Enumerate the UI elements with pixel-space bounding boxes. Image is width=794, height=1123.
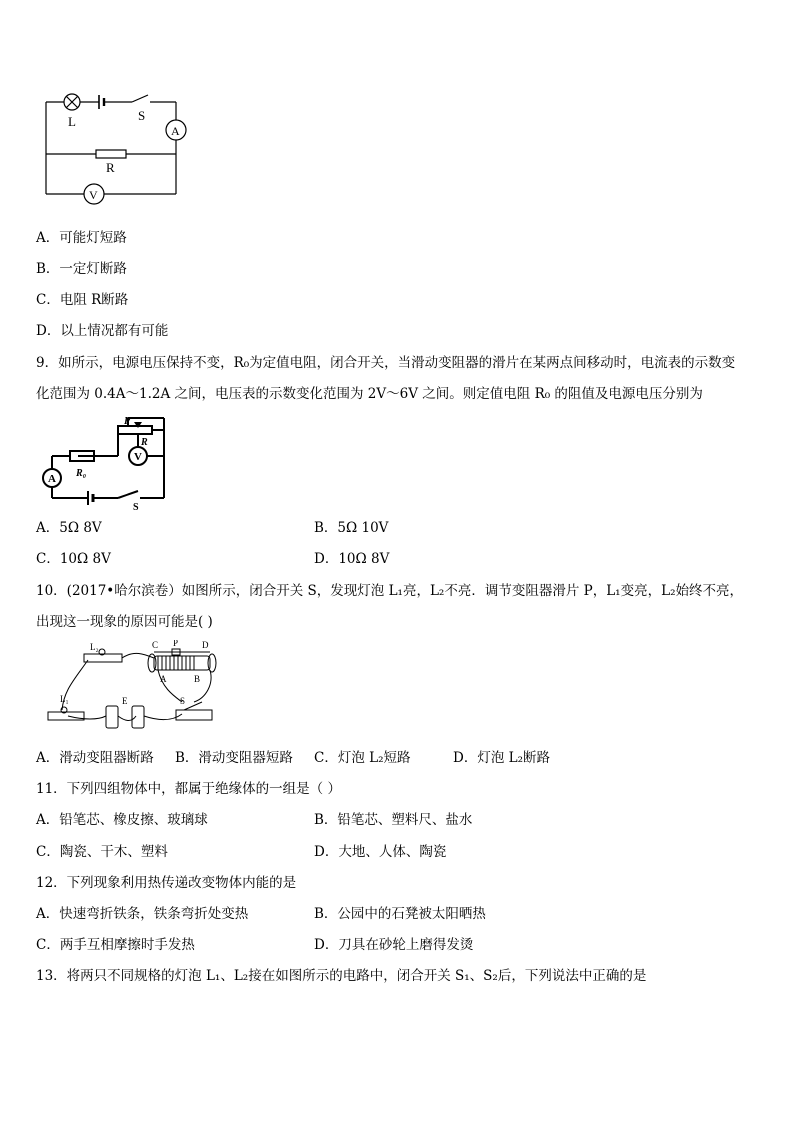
q10-option-c: C．灯泡 L₂短路: [314, 750, 411, 766]
terminal-b-label: B: [194, 674, 201, 684]
q9-option-d: D．10Ω 8V: [314, 551, 390, 567]
q10-option-b: B．滑动变阻器短路: [175, 750, 293, 766]
battery-e-label: E: [122, 696, 128, 706]
slider-p-label: P: [124, 416, 131, 427]
q12-option-d: D．刀具在砂轮上磨得发烫: [314, 937, 474, 953]
q11-option-a: A．铅笔芯、橡皮擦、玻璃球: [36, 812, 208, 828]
q12-option-a: A．快速弯折铁条，铁条弯折处变热: [36, 906, 249, 922]
q8-option-a: A．可能灯短路: [36, 230, 127, 246]
q10-stem-line2: 出现这一现象的原因可能是( ): [36, 614, 213, 630]
q8-option-d: D．以上情况都有可能: [36, 323, 169, 339]
q8-option-c: C．电阻 R断路: [36, 292, 129, 308]
q11-stem: 11．下列四组物体中，都属于绝缘体的一组是（ ）: [36, 781, 341, 797]
resistor-label: R: [106, 160, 115, 175]
q11-option-c: C．陶瓷、干木、塑料: [36, 844, 168, 860]
slider-p-label-10: P: [173, 640, 179, 648]
q12-option-b: B．公园中的石凳被太阳晒热: [314, 906, 486, 922]
switch-label: S: [138, 108, 146, 123]
terminal-c-label: C: [152, 640, 159, 650]
q9-circuit-diagram: [38, 414, 178, 512]
terminal-d-label: D: [202, 640, 209, 650]
q11-option-b: B．铅笔芯、塑料尺、盐水: [314, 812, 473, 828]
q9-stem-line1: 9．如所示，电源电压保持不变，R₀为定值电阻，闭合开关，当滑动变阻器的滑片在某两点间移动时，电流表的示数变: [36, 355, 736, 371]
rheostat-r-label: R: [141, 437, 148, 448]
q9-option-a: A．5Ω 8V: [36, 520, 102, 536]
switch-s-label-10: S: [180, 696, 186, 706]
q8-option-b: B．一定灯断路: [36, 261, 127, 277]
q13-stem: 13．将两只不同规格的灯泡 L₁、L₂接在如图所示的电路中，闭合开关 S₁、S₂后，下列说法中正确的是: [36, 968, 647, 984]
q10-apparatus-diagram: [44, 640, 224, 732]
ammeter-a-label: A: [48, 473, 56, 485]
l2-label: L₂: [90, 642, 99, 652]
l1-label: L₁: [60, 694, 69, 704]
q10-option-a: A．滑动变阻器断路: [36, 750, 154, 766]
q10-stem-line1: 10．(2017•哈尔滨卷）如图所示，闭合开关 S，发现灯泡 L₁亮，L₂不亮．调节变阻器滑片 P，L₁变亮，L₂始终不亮，: [36, 583, 743, 599]
q11-option-d: D．大地、人体、陶瓷: [314, 844, 447, 860]
ammeter-label: A: [171, 124, 180, 138]
terminal-a-label: A: [160, 674, 167, 684]
q12-stem: 12．下列现象利用热传递改变物体内能的是: [36, 875, 297, 891]
q10-option-d: D．灯泡 L₂断路: [453, 750, 550, 766]
q9-stem-line2: 化范围为 0.4A～1.2A 之间，电压表的示数变化范围为 2V～6V 之间。则定值电阻 R₀ 的阻值及电源电压分别为: [36, 386, 703, 402]
q8-circuit-diagram: [36, 88, 196, 210]
q9-option-b: B．5Ω 10V: [314, 520, 389, 536]
r0-label: R₀: [76, 468, 87, 479]
voltmeter-label: V: [89, 188, 98, 202]
q12-option-c: C．两手互相摩擦时手发热: [36, 937, 195, 953]
lamp-label: L: [68, 114, 76, 129]
q9-option-c: C．10Ω 8V: [36, 551, 111, 567]
switch-s-label: S: [133, 502, 139, 512]
voltmeter-v-label: V: [134, 451, 142, 463]
